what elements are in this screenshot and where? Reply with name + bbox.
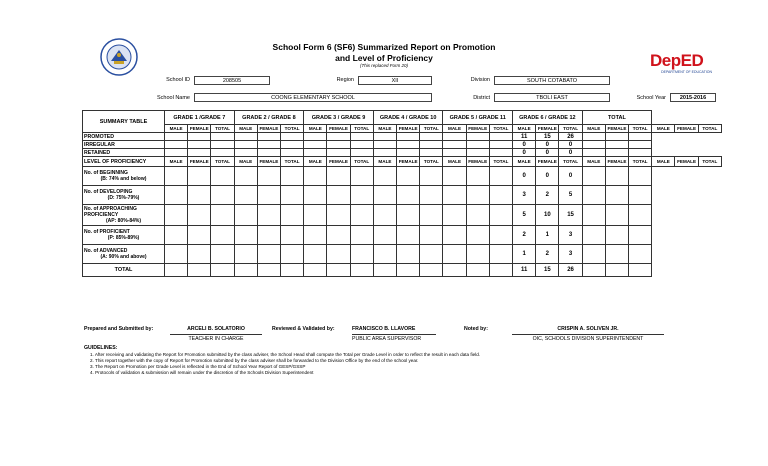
form-replaces-note: (This replaced Form 20) [359, 63, 408, 68]
female-header: FEMALE [536, 157, 559, 167]
form-title-line1: School Form 6 (SF6) Summarized Report on Promotion [272, 42, 496, 52]
female-header: FEMALE [397, 125, 420, 133]
division-field: SOUTH COTABATO [494, 76, 610, 85]
approaching-label [83, 205, 165, 226]
female-header: FEMALE [466, 125, 489, 133]
g6-proficient-total: 3 [559, 226, 582, 245]
grade-5-header: GRADE 5 / GRADE 11 [443, 111, 513, 125]
male-header: MALE [304, 125, 327, 133]
total-subheader: TOTAL [698, 125, 721, 133]
developing-label-line1: No. of DEVELOPING [84, 189, 133, 195]
school-id-label: School ID [166, 77, 190, 83]
sex-header-row [83, 125, 722, 133]
proficient-label-line2: (P: 85%-89%) [107, 235, 140, 241]
grade-6-header: GRADE 6 / GRADE 12 [513, 111, 583, 125]
retained-row [83, 149, 722, 157]
female-header: FEMALE [466, 157, 489, 167]
prepared-by-name: ARCELI B. SOLATORIO [187, 326, 245, 332]
reviewed-by-title: PUBLIC AREA SUPERVISOR [352, 336, 422, 342]
total-subheader: TOTAL [420, 157, 443, 167]
noted-by-label: Noted by: [464, 326, 488, 332]
total-subheader: TOTAL [350, 125, 373, 133]
promoted-row [83, 133, 722, 141]
g6-promoted-female: 15 [536, 133, 559, 141]
male-header: MALE [165, 157, 188, 167]
district-field: TBOLI EAST [494, 93, 610, 102]
g6-total-male: 11 [513, 264, 536, 277]
female-header: FEMALE [188, 157, 211, 167]
irregular-label: IRREGULAR [83, 141, 165, 149]
male-header: MALE [652, 157, 675, 167]
male-header: MALE [373, 125, 396, 133]
school-year-label: School Year [636, 95, 666, 101]
g6-irregular-total: 0 [559, 141, 582, 149]
total-subheader: TOTAL [559, 157, 582, 167]
g6-approaching-female: 10 [536, 205, 559, 226]
male-header: MALE [513, 157, 536, 167]
beginning-label-line2: (B: 74% and below) [100, 176, 147, 182]
g6-developing-male: 3 [513, 186, 536, 205]
female-header: FEMALE [257, 125, 280, 133]
total-subheader: TOTAL [211, 125, 234, 133]
division-label: Division [470, 77, 490, 83]
level-of-proficiency-label: LEVEL OF PROFICIENCY [83, 157, 165, 167]
total-header: TOTAL [582, 111, 652, 125]
deped-logo-tagline: DEPARTMENT OF EDUCATION [661, 70, 712, 74]
female-header: FEMALE [605, 125, 628, 133]
prepared-by-signature-line [170, 334, 262, 335]
school-id-field: 208505 [194, 76, 270, 85]
g6-retained-male: 0 [513, 149, 536, 157]
grade-1-header: GRADE 1 /GRADE 7 [165, 111, 235, 125]
g6-retained-female: 0 [536, 149, 559, 157]
proficient-row [83, 226, 722, 245]
advanced-label-line2: (A: 90% and above) [100, 254, 147, 260]
g6-advanced-female: 2 [536, 245, 559, 264]
prepared-by-label: Prepared and Submitted by: [84, 326, 154, 332]
total-subheader: TOTAL [629, 125, 652, 133]
reviewed-by-signature-line [352, 334, 436, 335]
school-name-label: School Name [156, 95, 190, 101]
advanced-label-line1: No. of ADVANCED [84, 248, 128, 254]
g6-advanced-male: 1 [513, 245, 536, 264]
male-header: MALE [443, 157, 466, 167]
proficient-label-line1: No. of PROFICIENT [84, 229, 130, 235]
g6-promoted-total: 26 [559, 133, 582, 141]
g6-total-female: 15 [536, 264, 559, 277]
male-header: MALE [234, 157, 257, 167]
male-header: MALE [652, 125, 675, 133]
g6-beginning-female: 0 [536, 167, 559, 186]
district-label: District [473, 95, 490, 101]
g6-proficient-female: 1 [536, 226, 559, 245]
g6-approaching-total: 15 [559, 205, 582, 226]
form-title-line2: and Level of Proficiency [335, 53, 433, 63]
total-subheader: TOTAL [350, 157, 373, 167]
noted-by-signature-line [512, 334, 664, 335]
guidelines-heading: GUIDELINES: [84, 345, 118, 351]
advanced-row [83, 245, 722, 264]
approaching-row [83, 205, 722, 226]
g6-irregular-male: 0 [513, 141, 536, 149]
noted-by-title: OIC, SCHOOLS DIVISION SUPERINTENDENT [532, 336, 644, 342]
reviewed-by-name: FRANCISCO B. LLAVORE [352, 326, 416, 332]
developing-row [83, 186, 722, 205]
retained-label: RETAINED [83, 149, 165, 157]
beginning-label [83, 167, 165, 186]
g6-developing-female: 2 [536, 186, 559, 205]
total-subheader: TOTAL [281, 157, 304, 167]
total-subheader: TOTAL [629, 157, 652, 167]
g6-beginning-male: 0 [513, 167, 536, 186]
proficient-label [83, 226, 165, 245]
grade-header-row [83, 111, 722, 125]
total-subheader: TOTAL [420, 125, 443, 133]
level-header-row [83, 157, 722, 167]
female-header: FEMALE [188, 125, 211, 133]
total-subheader: TOTAL [698, 157, 721, 167]
irregular-row [83, 141, 722, 149]
total-subheader: TOTAL [281, 125, 304, 133]
approaching-label-line2: (AP: 80%-84%) [105, 218, 141, 224]
school-name-field: COONG ELEMENTARY SCHOOL [194, 93, 432, 102]
beginning-label-line1: No. of BEGINNING [84, 170, 128, 176]
male-header: MALE [304, 157, 327, 167]
total-subheader: TOTAL [489, 157, 512, 167]
total-subheader: TOTAL [559, 125, 582, 133]
female-header: FEMALE [257, 157, 280, 167]
female-header: FEMALE [536, 125, 559, 133]
male-header: MALE [582, 125, 605, 133]
approaching-label-line1: No. of APPROACHING PROFICIENCY [84, 206, 137, 218]
guideline-item: 1. After receiving and validating the Report for Promotion submitted by the class adviser, the School Head shall compute the Total per Grade Level in order to reflect the result in each data field. [90, 352, 481, 357]
male-header: MALE [234, 125, 257, 133]
female-header: FEMALE [675, 125, 698, 133]
total-row [83, 264, 722, 277]
summary-table [82, 110, 722, 277]
total-label: TOTAL [83, 264, 165, 277]
female-header: FEMALE [327, 157, 350, 167]
deped-logo-text: DepED [650, 51, 704, 70]
g6-retained-total: 0 [559, 149, 582, 157]
summary-table-label: SUMMARY TABLE [83, 111, 165, 133]
female-header: FEMALE [327, 125, 350, 133]
g6-irregular-female: 0 [536, 141, 559, 149]
region-field: XII [358, 76, 432, 85]
g6-proficient-male: 2 [513, 226, 536, 245]
developing-label-line2: (D: 75%-79%) [107, 195, 140, 201]
g6-total-total: 26 [559, 264, 582, 277]
promoted-label: PROMOTED [83, 133, 165, 141]
deped-logo [650, 52, 712, 78]
total-subheader: TOTAL [489, 125, 512, 133]
male-header: MALE [373, 157, 396, 167]
school-year-field: 2015-2016 [670, 93, 716, 102]
noted-by-name: CRISPIN A. SOLIVEN JR. [557, 326, 619, 332]
beginning-row [83, 167, 722, 186]
female-header: FEMALE [397, 157, 420, 167]
g6-approaching-male: 5 [513, 205, 536, 226]
grade-3-header: GRADE 3 / GRADE 9 [304, 111, 374, 125]
male-header: MALE [513, 125, 536, 133]
grade-2-header: GRADE 2 / GRADE 8 [234, 111, 304, 125]
g6-developing-total: 5 [559, 186, 582, 205]
guideline-item: 2. This report together with the copy of Report for Promotion submitted by the class adviser shall be forwarded to the Division Office by the end of the school year. [90, 358, 419, 363]
advanced-label [83, 245, 165, 264]
reviewed-by-label: Reviewed & Validated by: [272, 326, 335, 332]
developing-label [83, 186, 165, 205]
guideline-item: 4. Protocols of validation & submission will remain under the discretion of the Schools Division Superintendent [90, 370, 314, 375]
female-header: FEMALE [675, 157, 698, 167]
region-label: Region [336, 77, 354, 83]
g6-promoted-male: 11 [513, 133, 536, 141]
grade-4-header: GRADE 4 / GRADE 10 [373, 111, 443, 125]
female-header: FEMALE [605, 157, 628, 167]
total-subheader: TOTAL [211, 157, 234, 167]
guideline-item: 3. The Report on Promotion per Grade Level is reflected in the End of School Year Report of GESP/GSSP [90, 364, 306, 369]
g6-beginning-total: 0 [559, 167, 582, 186]
male-header: MALE [165, 125, 188, 133]
male-header: MALE [582, 157, 605, 167]
male-header: MALE [443, 125, 466, 133]
g6-advanced-total: 3 [559, 245, 582, 264]
prepared-by-title: TEACHER IN CHARGE [188, 336, 244, 342]
